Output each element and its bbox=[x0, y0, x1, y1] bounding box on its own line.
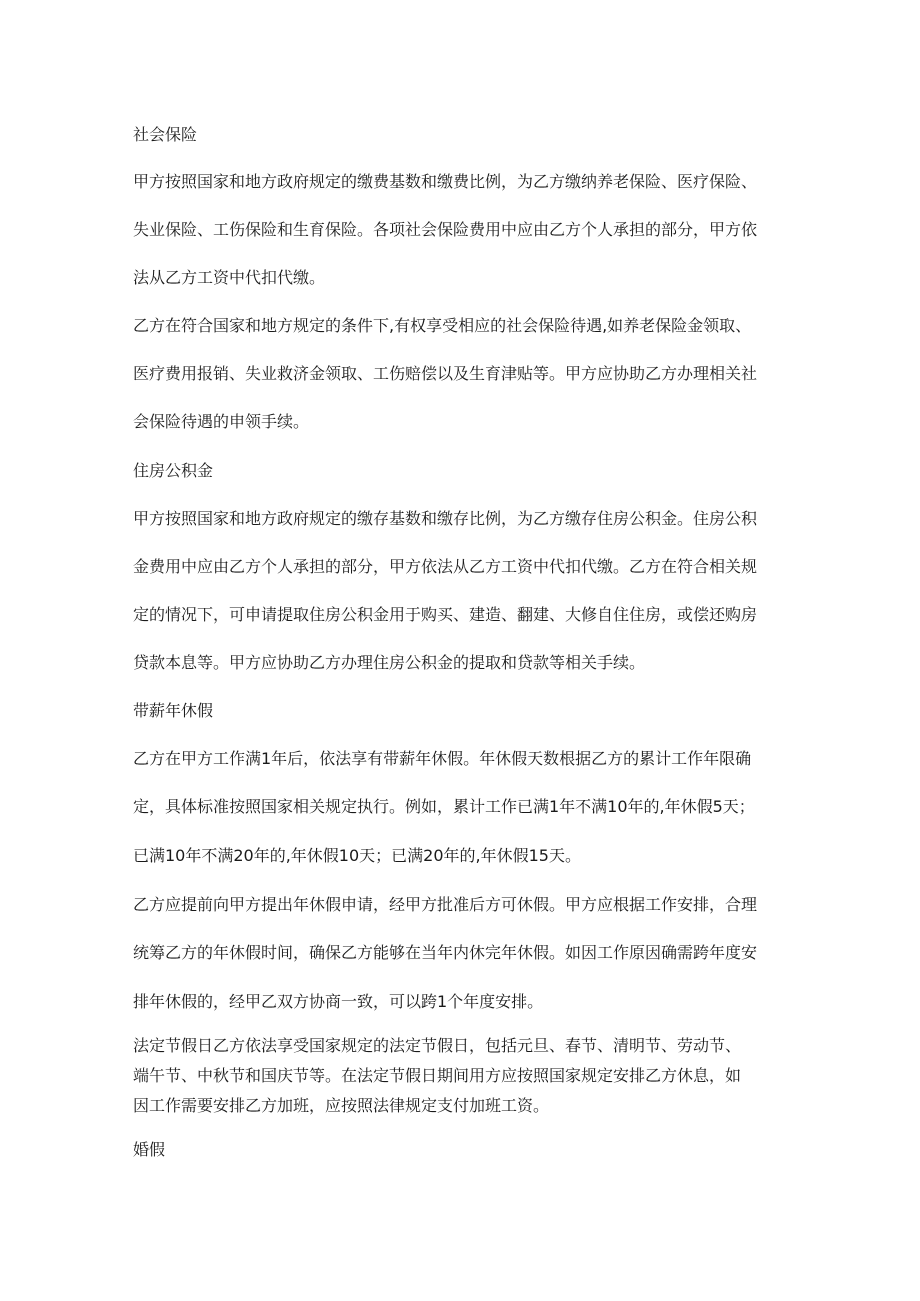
paragraph-line: 法从乙方工资中代扣代缴。 bbox=[133, 268, 326, 287]
paragraph-line: 甲方按照国家和地方政府规定的缴费基数和缴费比例，为乙方缴纳养老保险、医疗保险、 bbox=[133, 172, 758, 191]
paragraph-line: 已满10年不满20年的,年休假10天；已满20年的,年休假15天。 bbox=[133, 846, 581, 865]
paragraph-line: 失业保险、工伤保险和生育保险。各项社会保险费用中应由乙方个人承担的部分，甲方依 bbox=[133, 220, 758, 239]
paragraph-line: 统筹乙方的年休假时间，确保乙方能够在当年内休完年休假。如因工作原因确需跨年度安 bbox=[133, 943, 758, 962]
section-heading-social-insurance: 社会保险 bbox=[133, 125, 198, 144]
section-heading-annual-leave: 带薪年休假 bbox=[133, 701, 214, 720]
paragraph-line: 排年休假的，经甲乙双方协商一致，可以跨1个年度安排。 bbox=[133, 992, 544, 1011]
paragraph-line: 乙方在符合国家和地方规定的条件下,有权享受相应的社会保险待遇,如养老保险金领取、 bbox=[133, 316, 752, 335]
paragraph-line: 定的情况下，可申请提取住房公积金用于购买、建造、翻建、大修自住住房，或偿还购房 bbox=[133, 605, 758, 624]
paragraph-line: 乙方应提前向甲方提出年休假申请，经甲方批准后方可休假。甲方应根据工作安排，合理 bbox=[133, 895, 758, 914]
paragraph-line: 定，具体标准按照国家相关规定执行。例如，累计工作已满1年不满10年的,年休假5天； bbox=[133, 797, 755, 816]
paragraph-line: 端午节、中秋节和国庆节等。在法定节假日期间用方应按照国家规定安排乙方休息，如 bbox=[133, 1066, 742, 1085]
paragraph-line: 会保险待遇的申领手续。 bbox=[133, 412, 310, 431]
section-heading-housing-fund: 住房公积金 bbox=[133, 461, 214, 480]
paragraph-line: 甲方按照国家和地方政府规定的缴存基数和缴存比例，为乙方缴存住房公积金。住房公积 bbox=[133, 509, 758, 528]
paragraph-line: 金费用中应由乙方个人承担的部分，甲方依法从乙方工资中代扣代缴。乙方在符合相关规 bbox=[133, 557, 758, 576]
paragraph-line: 医疗费用报销、失业救济金领取、工伤赔偿以及生育津贴等。甲方应协助乙方办理相关社 bbox=[133, 364, 758, 383]
paragraph-line: 乙方在甲方工作满1年后，依法享有带薪年休假。年休假天数根据乙方的累计工作年限确 bbox=[133, 749, 752, 768]
paragraph-line: 贷款本息等。甲方应协助乙方办理住房公积金的提取和贷款等相关手续。 bbox=[133, 653, 646, 672]
paragraph-line: 法定节假日乙方依法享受国家规定的法定节假日，包括元旦、春节、清明节、劳动节、 bbox=[133, 1036, 742, 1055]
paragraph-line: 因工作需要安排乙方加班，应按照法律规定支付加班工资。 bbox=[133, 1096, 550, 1115]
section-heading-marriage-leave: 婚假 bbox=[133, 1140, 166, 1159]
